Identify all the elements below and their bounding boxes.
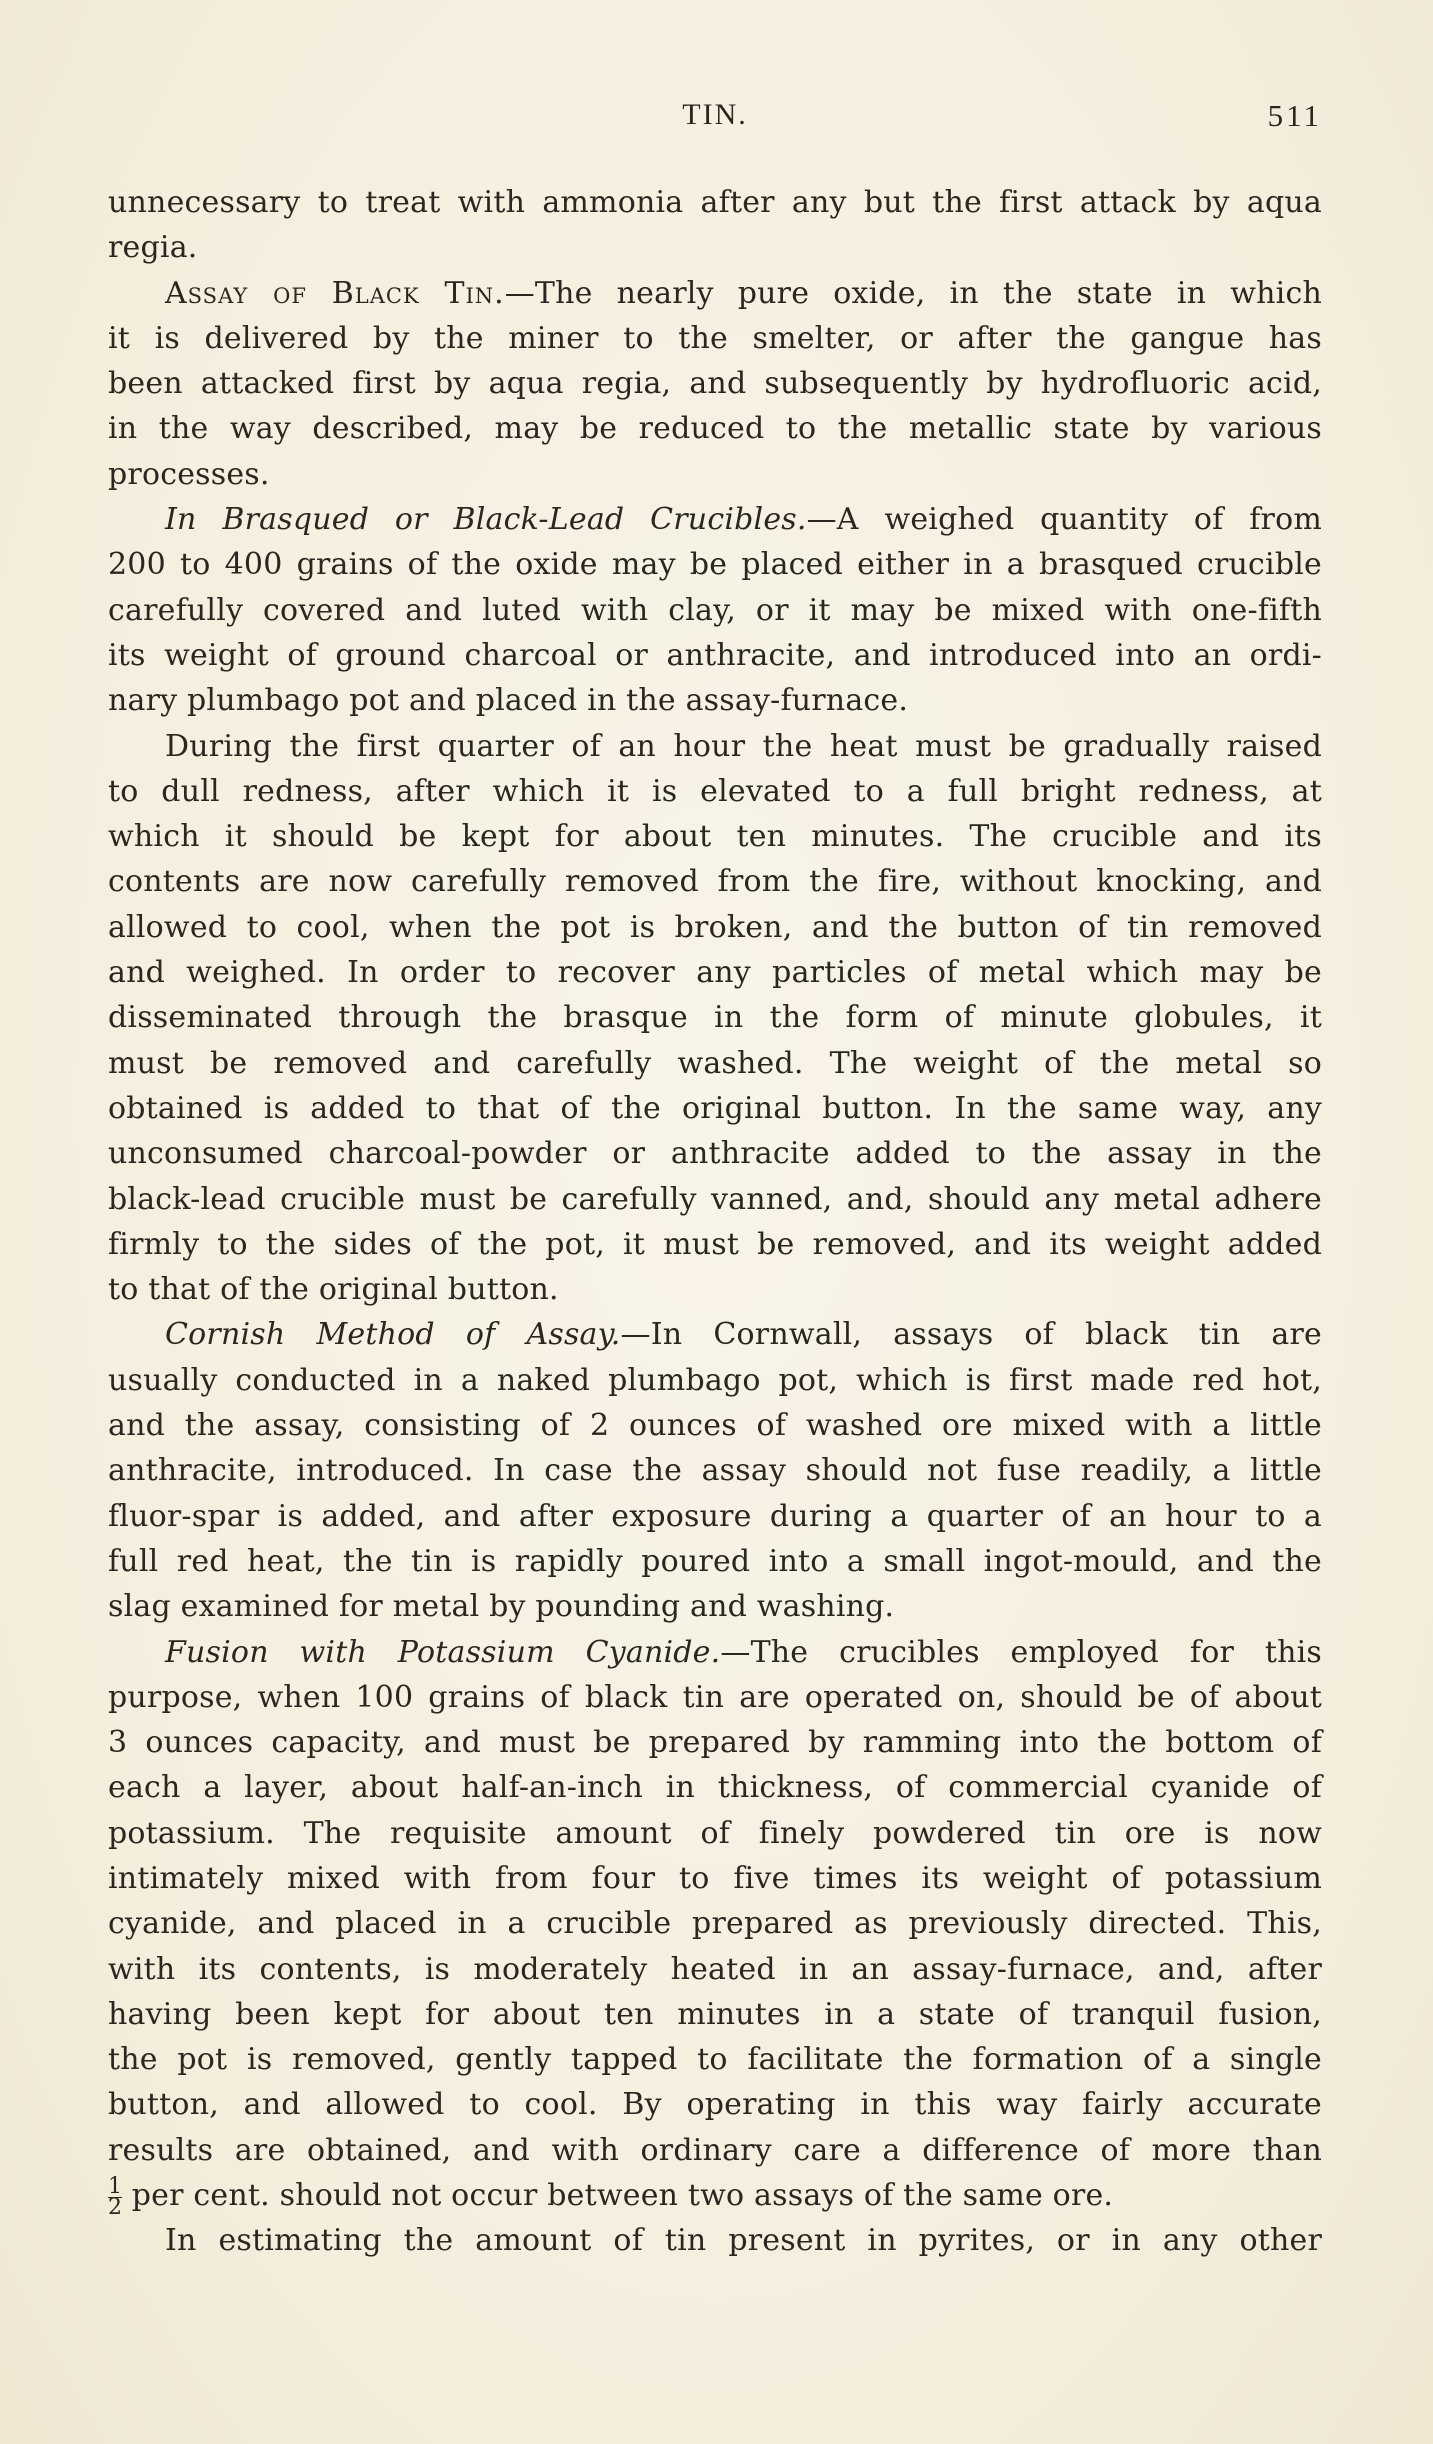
text-line: —A weighed quantity of from (806, 502, 1322, 538)
page-title: TIN. (682, 98, 748, 131)
text-line: allowed to cool, when the pot is broken, and the button of tin removed (108, 909, 1322, 945)
text-line: to dull redness, after which it is elevated to a full bright redness, at (108, 773, 1322, 809)
text-line: it is delivered by the miner to the smelter, or after the gangue has (108, 320, 1322, 356)
text-line: been attacked first by aqua regia, and subsequently by hydrofluoric acid, (108, 366, 1322, 402)
text-line: cyanide, and placed in a crucible prepared as previously directed. This, (108, 1906, 1322, 1942)
text-line: —The crucibles employed for this (720, 1634, 1323, 1670)
text-line: regia. (108, 230, 198, 266)
text-line: contents are now carefully removed from the fire, without knocking, and (108, 864, 1322, 900)
text-line: fluor-spar is added, and after exposure during a quarter of an hour to a (108, 1498, 1322, 1534)
text-line: in the way described, may be reduced to the metallic state by various (108, 411, 1322, 447)
text-line: —The nearly pure oxide, in the state in which (504, 275, 1322, 311)
text-line: purpose, when 100 grains of black tin are operated on, should be of about (108, 1679, 1322, 1715)
text-line: must be removed and carefully washed. The weight of the metal so (108, 1045, 1322, 1081)
running-head (108, 98, 1322, 138)
text-line: nary plumbago pot and placed in the assay-furnace. (108, 683, 909, 719)
text-line: slag examined for metal by pounding and washing. (108, 1589, 895, 1625)
text-line: results are obtained, and with ordinary care a difference of more than (108, 2132, 1322, 2168)
text-line: 200 to 400 grains of the oxide may be placed either in a brasqued crucible (108, 547, 1322, 583)
text-line: unconsumed charcoal-powder or anthracite added to the assay in the (108, 1136, 1322, 1172)
text-line: and the assay, consisting of 2 ounces of washed ore mixed with a little (108, 1408, 1322, 1444)
section-heading: Fusion with Potassium Cyanide. (165, 1634, 721, 1670)
text-line: firmly to the sides of the pot, it must be removed, and its weight added (108, 1226, 1322, 1262)
text-line: to that of the original button. (108, 1272, 559, 1308)
text-line: During the first quarter of an hour the heat must be gradually raised (165, 728, 1322, 764)
text-line: the pot is removed, gently tapped to facilitate the formation of a single (108, 2042, 1322, 2078)
text-line: —In Cornwall, assays of black tin are (620, 1317, 1322, 1353)
text-line: each a layer, about half-an-inch in thickness, of commercial cyanide of (108, 1770, 1322, 1806)
text-line: its weight of ground charcoal or anthracite, and introduced into an ordi- (108, 637, 1322, 673)
body-text (108, 180, 1322, 2264)
text-line-with-fraction (108, 2173, 1322, 2218)
text-line: black-lead crucible must be carefully vanned, and, should any metal adhere (108, 1181, 1322, 1217)
fraction-numerator: 1 (108, 2173, 123, 2199)
section-heading: Cornish Method of Assay. (165, 1317, 621, 1353)
text-line: unnecessary to treat with ammonia after any but the first attack by aqua (108, 185, 1322, 220)
paragraph-cyanide (108, 1630, 1322, 1675)
paragraph-brasqued (108, 497, 1322, 542)
text-line: intimately mixed with from four to five times its weight of potassium (108, 1860, 1322, 1896)
section-heading: In Brasqued or Black-Lead Crucibles. (165, 502, 807, 538)
text-line: obtained is added to that of the original button. In the same way, any (108, 1090, 1322, 1126)
text-line: potassium. The requisite amount of finely powdered tin ore is now (108, 1815, 1322, 1851)
text-line: anthracite, introduced. In case the assay should not fuse readily, a little (108, 1453, 1322, 1489)
text-line: 3 ounces capacity, and must be prepared by ramming into the bottom of (108, 1725, 1322, 1761)
text-line: full red heat, the tin is rapidly poured into a small ingot-mould, and the (108, 1543, 1322, 1579)
text-line: and weighed. In order to recover any particles of metal which may be (108, 955, 1322, 991)
text-line: per cent. should not occur between two assays of the same ore. (122, 2178, 1114, 2214)
half-fraction (108, 2173, 123, 2220)
text-line: In estimating the amount of tin present in pyrites, or in any other (165, 2223, 1322, 2259)
text-line: usually conducted in a naked plumbago pot, which is first made red hot, (108, 1362, 1322, 1398)
text-line: having been kept for about ten minutes in a state of tranquil fusion, (108, 1996, 1322, 2032)
paragraph-assay-black-tin (108, 271, 1322, 316)
text-line: with its contents, is moderately heated in an assay-furnace, and, after (108, 1951, 1322, 1987)
paragraph-cornish (108, 1312, 1322, 1357)
fraction-denominator: 2 (108, 2194, 123, 2220)
section-heading: Assay of Black Tin. (165, 275, 505, 311)
text-line: carefully covered and luted with clay, or it may be mixed with one-fifth (108, 592, 1322, 628)
text-line: disseminated through the brasque in the form of minute globules, it (108, 1000, 1322, 1036)
page-number: 511 (1267, 98, 1322, 133)
text-line: which it should be kept for about ten minutes. The crucible and its (108, 819, 1322, 855)
text-line: processes. (108, 456, 270, 492)
text-line: button, and allowed to cool. By operating in this way fairly accurate (108, 2087, 1322, 2123)
